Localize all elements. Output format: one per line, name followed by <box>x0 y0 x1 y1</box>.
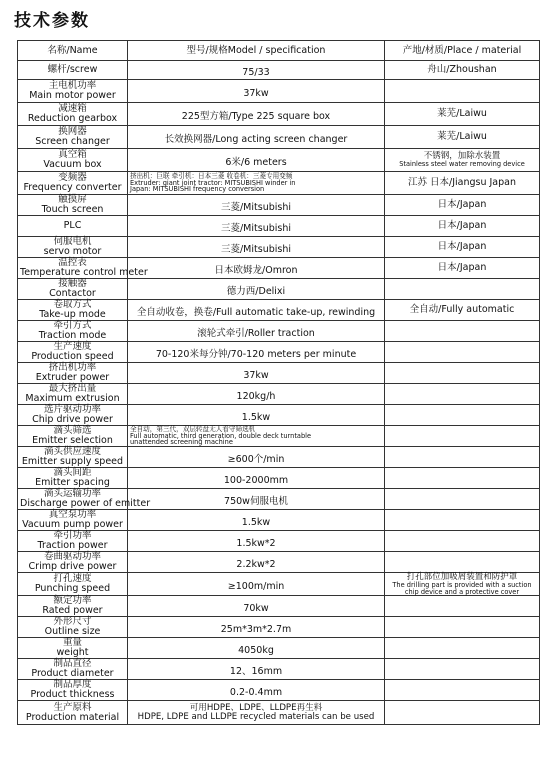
cell-name <box>18 257 148 279</box>
name-cn: 温控表 <box>58 257 87 269</box>
spec-value: 长效换网器/Long acting screen changer <box>164 133 348 145</box>
name-cn: 生产速度 <box>53 341 92 353</box>
spec-table <box>17 40 540 725</box>
cell-origin <box>385 701 540 725</box>
name-en: Chip drive power <box>32 414 113 425</box>
cell-name <box>18 638 128 659</box>
cell-spec <box>128 216 385 237</box>
cell-origin <box>385 172 540 195</box>
name-cn: 最大挤出量 <box>48 383 97 395</box>
name-cn: 减速箱 <box>58 103 87 115</box>
cell-origin <box>385 659 540 680</box>
spec-value: 75/33 <box>242 66 270 78</box>
table-row <box>18 237 540 258</box>
cell-spec <box>128 617 385 638</box>
spec-value: 2.2kw*2 <box>236 558 276 570</box>
name-cn: 外形尺寸 <box>53 616 92 628</box>
cell-origin <box>385 384 540 405</box>
spec-value: 4050kg <box>238 644 274 656</box>
cell-name <box>18 279 128 300</box>
name-cn: 选片驱动功率 <box>43 404 101 416</box>
name-en: Maximum extrusion <box>25 393 120 404</box>
spec-value: 70-120米每分钟/70-120 meters per minute <box>155 348 357 360</box>
cell-name <box>18 195 128 216</box>
cell-spec <box>128 573 385 596</box>
name-cn: 触摸屏 <box>58 194 87 206</box>
name-cn: 卷曲驱动功率 <box>43 551 101 563</box>
header-origin: 产地/材质/Place / material <box>385 41 540 61</box>
name-cn: 打孔速度 <box>53 573 92 585</box>
origin-value: 日本/Japan <box>437 220 487 232</box>
spec-value: 1.5kw*2 <box>236 537 276 549</box>
cell-origin <box>385 80 540 103</box>
name-cn: 卷取方式 <box>53 299 92 311</box>
origin-value: 打孔部位加吸屑装置和防护罩 <box>406 572 518 582</box>
spec-value: ≥100m/min <box>227 580 285 592</box>
cell-spec <box>128 510 385 531</box>
name-en: Screen changer <box>35 136 110 147</box>
name-en: Traction mode <box>38 330 107 341</box>
origin-value: 舟山/Zhoushan <box>427 64 497 76</box>
spec-value: 1.5kw <box>241 516 271 528</box>
cell-spec <box>128 638 385 659</box>
cell-spec <box>128 80 385 103</box>
cell-origin <box>385 279 540 300</box>
table-body <box>18 61 540 725</box>
cell-name <box>18 342 128 363</box>
cell-spec <box>128 405 385 426</box>
origin-value: 不锈钢，加除水装置 <box>423 151 501 162</box>
table-row <box>18 195 540 216</box>
cell-origin <box>385 300 540 321</box>
name-cn: 重量 <box>62 637 82 649</box>
cell-spec <box>128 321 385 342</box>
table-row <box>18 468 540 489</box>
spec-line: 全自动，第三代，双层转盘无人看守筛选机 <box>130 425 256 434</box>
cell-origin <box>385 321 540 342</box>
cell-name <box>18 510 128 531</box>
cell-spec <box>128 342 385 363</box>
spec-value: 12、16mm <box>229 665 283 677</box>
name-en: Vacuum pump power <box>22 519 123 530</box>
cell-origin <box>385 573 540 596</box>
table-row <box>18 617 540 638</box>
cell-spec <box>128 384 385 405</box>
cell-spec <box>128 531 385 552</box>
spec-value: 全自动收卷，换卷/Full automatic take-up, rewinding <box>136 306 376 318</box>
table-row <box>18 426 540 447</box>
table-row <box>18 172 540 195</box>
cell-name <box>18 552 128 573</box>
table-row <box>18 489 540 510</box>
cell-origin <box>385 617 540 638</box>
cell-spec <box>128 237 385 258</box>
cell-name <box>18 531 128 552</box>
page-title: 技术参数 <box>14 11 90 31</box>
origin-value: 日本/Japan <box>437 241 487 253</box>
table-row <box>18 405 540 426</box>
cell-name <box>18 61 128 80</box>
cell-origin <box>385 510 540 531</box>
table-row <box>18 300 540 321</box>
name-cn: 螺杆/screw <box>47 64 98 76</box>
name-cn: 挤出机功率 <box>48 362 97 374</box>
spec-value: 750w伺服电机 <box>224 495 288 507</box>
table-row <box>18 447 540 468</box>
cell-spec <box>128 552 385 573</box>
cell-spec <box>128 659 385 680</box>
table-row <box>18 279 540 300</box>
spec-value: 三菱/Mitsubishi <box>220 222 291 234</box>
spec-line: 挤出机：巨联 牵引机：日本三菱 收卷机：三菱专用变频 <box>130 172 293 181</box>
spec-value: 滚轮式牵引/Roller traction <box>197 327 315 339</box>
origin-value: 日本/Japan <box>437 199 487 211</box>
name-cn: 牵引功率 <box>53 530 92 542</box>
cell-origin <box>385 447 540 468</box>
name-en: Punching speed <box>34 583 111 595</box>
table-row <box>18 216 540 237</box>
cell-origin <box>385 216 540 237</box>
table-row <box>18 596 540 617</box>
name-cn: 真空泵功率 <box>48 509 97 521</box>
name-en: Extruder power <box>35 372 110 383</box>
cell-name <box>18 103 128 126</box>
name-en: Main motor power <box>29 90 116 101</box>
cell-origin <box>385 61 540 80</box>
cell-origin <box>385 342 540 363</box>
cell-name <box>18 321 128 342</box>
name-en: Production material <box>25 711 120 723</box>
table-row <box>18 363 540 384</box>
name-cn: 滴头供应速度 <box>43 446 101 458</box>
spec-value: 日本欧姆龙/Omron <box>214 264 298 276</box>
cell-origin <box>385 596 540 617</box>
cell-name <box>18 405 128 426</box>
spec-value: 37kw <box>243 369 269 381</box>
table-row <box>18 659 540 680</box>
spec-value: 0.2-0.4mm <box>229 686 283 698</box>
table-row <box>18 531 540 552</box>
cell-origin <box>385 237 540 258</box>
cell-name <box>18 216 128 237</box>
name-en: Temperature control meter <box>20 267 148 278</box>
name-en: Product thickness <box>30 689 115 701</box>
table-row <box>18 258 540 279</box>
cell-origin <box>385 405 540 426</box>
cell-spec <box>128 300 385 321</box>
table-row <box>18 342 540 363</box>
table-row <box>18 384 540 405</box>
table-header-row <box>18 41 540 61</box>
name-en: Rated power <box>42 605 103 617</box>
spec-value: 225型方箱/Type 225 square box <box>181 110 331 122</box>
name-en: Vacuum box <box>43 159 102 170</box>
spec-line: unattended screening machine <box>130 438 233 447</box>
name-en: Discharge power of emitter <box>20 498 151 509</box>
spec-line: Extruder: giant joint tractor: MITSUBISHI winder in <box>130 178 296 187</box>
name-cn: 滴头运输功率 <box>43 488 101 500</box>
name-cn: 制品厚度 <box>53 679 92 691</box>
cell-name <box>18 659 128 680</box>
name-cn: 变频器 <box>58 172 87 184</box>
cell-name <box>18 468 128 489</box>
cell-spec <box>128 701 385 725</box>
name-cn: 滴头间距 <box>53 467 92 479</box>
spec-line: Full automatic, third generation, double deck turntable <box>130 431 312 440</box>
cell-name <box>18 617 128 638</box>
cell-name <box>18 126 128 149</box>
name-cn: 制品直径 <box>53 658 92 670</box>
cell-spec <box>128 258 385 279</box>
origin-value: 全自动/Fully automatic <box>409 304 515 316</box>
name-cn: 伺服电机 <box>53 236 92 248</box>
origin-value: 莱芜/Laiwu <box>437 108 487 120</box>
table-row <box>18 80 540 103</box>
cell-origin <box>385 531 540 552</box>
spec-value: 1.5kw <box>241 411 271 423</box>
table-row <box>18 149 540 172</box>
spec-value: 三菱/Mitsubishi <box>220 243 291 255</box>
name-en: Take-up mode <box>39 309 106 320</box>
table-row <box>18 573 540 596</box>
cell-spec <box>128 149 385 172</box>
origin-value: 日本/Japan <box>437 262 487 274</box>
name-en: weight <box>56 647 89 659</box>
name-en: Frequency converter <box>23 182 122 193</box>
name-en: Production speed <box>31 351 114 362</box>
cell-origin <box>385 103 540 126</box>
cell-origin <box>385 426 540 447</box>
table-row <box>18 680 540 701</box>
cell-origin <box>385 149 540 172</box>
origin-value: 江苏 日本/Jiangsu Japan <box>407 177 517 189</box>
spec-line: 可用HDPE、LDPE、LLDPE再生料 <box>189 702 323 713</box>
cell-name <box>18 426 128 447</box>
table-row <box>18 552 540 573</box>
name-cn: 滴头筛选 <box>53 425 92 437</box>
cell-name <box>18 488 151 510</box>
name-cn: 接触器 <box>58 278 87 290</box>
spec-line: HDPE, LDPE and LLDPE recycled materials can be used <box>137 711 375 722</box>
spec-value: 德力西/Delixi <box>226 285 286 297</box>
cell-spec <box>128 126 385 149</box>
cell-origin <box>385 638 540 659</box>
spec-value: 100-2000mm <box>223 474 289 486</box>
cell-name <box>18 384 128 405</box>
spec-value: 37kw <box>243 87 269 99</box>
name-en: Emitter selection <box>32 435 113 446</box>
cell-name <box>18 363 128 384</box>
cell-origin <box>385 126 540 149</box>
cell-name <box>18 80 128 103</box>
cell-spec <box>128 103 385 126</box>
cell-spec <box>128 489 385 510</box>
name-en: Touch screen <box>41 204 104 215</box>
cell-name <box>18 447 128 468</box>
cell-spec <box>128 363 385 384</box>
spec-value: 三菱/Mitsubishi <box>220 201 291 213</box>
name-en: Outline size <box>44 626 101 638</box>
spec-value: ≥600个/min <box>227 453 285 465</box>
spec-value: 6米/6 meters <box>225 156 287 168</box>
cell-origin <box>385 468 540 489</box>
cell-spec <box>128 279 385 300</box>
cell-spec <box>128 468 385 489</box>
name-en: Contactor <box>49 288 96 299</box>
origin-value: 莱芜/Laiwu <box>437 131 487 143</box>
name-en: Product diameter <box>31 668 114 680</box>
name-cn: 真空箱 <box>58 149 87 161</box>
name-en: Emitter supply speed <box>21 456 124 467</box>
origin-note: The drilling part is provided with a suction chip device and a protective cover <box>392 580 532 596</box>
spec-value: 70kw <box>243 602 269 614</box>
table-row <box>18 638 540 659</box>
cell-spec <box>128 195 385 216</box>
cell-name <box>18 573 128 596</box>
cell-spec <box>128 172 385 195</box>
header-name: 名称/Name <box>18 41 128 61</box>
table-row <box>18 701 540 725</box>
name-en: Reduction gearbox <box>27 113 118 124</box>
origin-note: Stainless steel water removing device <box>399 160 525 169</box>
name-cn: PLC <box>63 220 82 232</box>
name-en: servo motor <box>43 246 102 257</box>
cell-name <box>18 596 128 617</box>
cell-name <box>18 300 128 321</box>
name-cn: 牵引方式 <box>53 320 92 332</box>
table-row <box>18 126 540 149</box>
cell-spec <box>128 596 385 617</box>
spec-line: Japan: MITSUBISHI frequency conversion <box>130 185 265 194</box>
spec-value: 120kg/h <box>236 390 276 402</box>
cell-origin <box>385 680 540 701</box>
header-spec: 型号/规格Model / specification <box>128 41 385 61</box>
name-cn: 额定功率 <box>53 595 92 607</box>
cell-spec <box>128 680 385 701</box>
cell-name <box>18 149 128 172</box>
cell-name <box>18 237 128 258</box>
cell-name <box>18 680 128 701</box>
cell-name <box>18 172 128 195</box>
table-row <box>18 510 540 531</box>
cell-spec <box>128 426 385 447</box>
name-cn: 生产原料 <box>53 701 92 713</box>
name-cn: 换网器 <box>58 126 87 138</box>
table-row <box>18 321 540 342</box>
spec-value: 25m*3m*2.7m <box>220 623 292 635</box>
cell-spec <box>128 447 385 468</box>
name-cn: 主电机功率 <box>48 80 97 92</box>
cell-origin <box>385 258 540 279</box>
cell-origin <box>385 195 540 216</box>
table-row <box>18 103 540 126</box>
cell-spec <box>128 61 385 80</box>
name-en: Traction power <box>37 540 108 551</box>
name-en: Crimp drive power <box>28 561 117 572</box>
cell-name <box>18 701 128 725</box>
table-row <box>18 61 540 80</box>
name-en: Emitter spacing <box>35 477 110 488</box>
cell-origin <box>385 489 540 510</box>
cell-origin <box>385 363 540 384</box>
cell-origin <box>385 552 540 573</box>
